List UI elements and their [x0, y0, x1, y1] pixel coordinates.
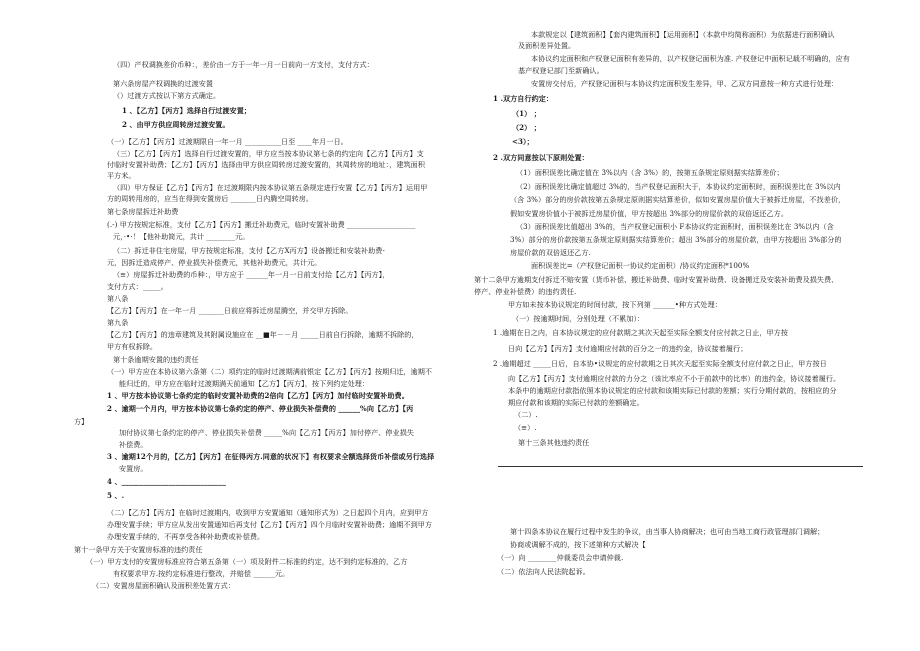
right-text-line: 假如安置房价值小于被拆迁房屋价值，甲方按超出 3%部分的房屋价款的双倍返还乙方。	[510, 209, 788, 218]
left-text-line: 付临时安置补助费；【乙方】【丙方】选择由甲方供应周转房过渡安置的，其周转房的地址：，建筑面积	[107, 160, 425, 169]
right-text-line: （1）面积误差比确定值在 3%以内（含 3%）的，按第五条规定原则据实结算差价；	[516, 168, 784, 177]
left-text-line: 【乙方】【丙方】在一年一月 _______日前应将拆迁房屋腾空，并交甲方拆除。	[107, 306, 353, 315]
left-text-line: （四）产权调换差价币种：，差价由一方于一年一月一日前向一方支付，支付方式：	[113, 60, 374, 69]
right-text-line: 甲方如未按本协议规定的时间付款，按下列第 ______•种方式处理：	[508, 300, 722, 309]
left-text-line: 2 、由甲方供应周转房过渡安置。	[122, 120, 230, 129]
right-text-line: 3%）部分的房价款按第五条规定原则据实结算差价；超出 3%部分的房屋价款，由甲方按超出 3%部分的	[510, 235, 842, 244]
right-text-line: 1 .双方自行约定：	[493, 94, 554, 103]
left-text-line: 3 、逾期12个月的，【乙方】【丙方】在征得丙方.同意的状况下】有权要求全额选择货币补偿或另行选择	[107, 452, 435, 461]
left-text-line: 第十一条甲方关于安置房标准的违约责任	[74, 545, 203, 554]
left-text-line: 1 、【乙方】【丙方】选择自行过渡安置；	[122, 106, 251, 115]
right-text-line: 及面积差异处置。	[518, 41, 576, 50]
right-text-line: 第十二条甲方逾期支付拆迁不赔安置（货币补偿、搬迁补助费、临时安置补助费、设备搬迁及安装补助费及损失费、	[474, 275, 839, 284]
right-text-line: （一）按逾期时间，分别处理（不累加）：	[512, 314, 645, 323]
right-text-line: 基产权登记部门至新确认。	[518, 66, 604, 75]
right-text-line: 1 .逾期在日之内，自本协议规定的应付款期之其次天起至实际全额支付应付款之日止，甲方按	[493, 328, 788, 337]
right-text-line: （1） ；	[512, 109, 541, 118]
left-text-line: 4 、_____________________________	[107, 477, 226, 486]
section-divider	[498, 466, 863, 467]
left-text-line: 安置房。	[119, 464, 148, 473]
left-text-line: 1 、甲方按本协议第七条约定的临时安置补助费的2倍向【乙方】【丙方】加付临时安置补助费。	[107, 391, 409, 400]
right-text-line: 第十四条本协议在履行过程中发生的争议，由当事人协商解决；也可由当地工商行政管理部门调解；	[510, 527, 825, 536]
left-text-line: （）过渡方式按以下第方式确定。	[113, 91, 221, 100]
left-text-line: 第六条房屋产权调换的过渡安置	[113, 79, 214, 88]
left-text-line: 有权要求甲方.按约定标准进行整改，并赔偿 ______元。	[113, 569, 290, 578]
left-text-line: 方】	[74, 417, 89, 426]
left-text-line: （≡）房屋拆迁补助费的币种：，甲方应于 ______年一月一日前支付给【乙方】【丙方】，	[113, 270, 390, 279]
right-text-line: （二）依法向人民法院起诉。	[497, 567, 590, 576]
left-text-line: 【乙方】【丙方】的违章建筑及其附属设施应在 __■年－－月 _____日前自行拆除，逾期不拆除的，	[107, 330, 419, 339]
right-text-line: （含 3%）部分的房价款按第五条规定原则据实结算差价，似如安置房屋价值大于被拆迁房屋，不找差价，	[510, 195, 846, 204]
left-text-line: （四）甲方保证【乙方】【丙方】在过渡期限内按本协议第五条规定进行安置【乙方】【丙方】运用甲	[113, 183, 428, 192]
right-text-line: （2） ；	[512, 123, 541, 132]
left-text-line: （一）甲方应在本协议第六条第（二）项约定的临时过渡期满前银定【乙方】【丙方】按期归迁，逾期不	[107, 367, 433, 376]
right-text-line: 第十三条其他违约责任	[518, 438, 590, 447]
left-text-line: （三）【乙方】【丙方】选择自行过渡安置的，甲方应当按本协议第七条的约定向【乙方】【丙方】支	[113, 149, 424, 158]
right-text-line: 面积误差比=（产权登记面积一协议约定面积）/协议约定面积*100%	[531, 261, 750, 270]
right-text-line: （≡）.	[514, 423, 537, 432]
left-text-line: 支付方式：_____。	[107, 282, 168, 291]
right-text-line: 日向【乙方】【丙方】支付逾期应付款的百分之一的违约金，协议接着履行；	[508, 344, 748, 353]
left-text-line: 平方米。	[107, 171, 136, 180]
left-text-line: 第八条	[107, 294, 129, 303]
left-text-line: （一）甲方支付的安置房标准应符合第五条第（一）项及附件二标准的约定，达不到约定标准的，乙方	[86, 557, 408, 566]
right-text-line: 向【乙方】【丙方】支付逾期应付款的力分之（该比率应不小于前款中的比率）的违约金，协议接着履行。	[508, 374, 841, 383]
left-text-line: 元，·•·！【他补助简元，共计 ________元。	[113, 232, 250, 241]
left-text-line: 2 、逾期一个月内，甲方按本协议第七条约定的停产、停业损失补偿费的 ______%向【乙方】【丙	[107, 404, 414, 413]
right-text-line: 2 .双方同意按以下原则处置：	[493, 153, 589, 162]
right-text-line: （一）向 ________仲裁委员会申请仲裁.	[497, 553, 624, 562]
left-text-line: （二）安置房屋面积确认及面积差处置方式：	[92, 581, 235, 590]
right-text-line: 本条中的逾期应付款指依照本协议规定的应付款和该期实际已付款的差额；实行分期付款的，按相应的分	[508, 386, 837, 395]
right-text-line: <3）；	[512, 137, 534, 146]
right-text-line: 房屋价款的双倍返还乙方.	[510, 248, 591, 257]
left-text-line: 办理安置手续；甲方应从发出安置通知后再支付【乙方】【丙方】四个月临时安置补助费；逾期不到甲方	[107, 520, 433, 529]
left-text-line: 补偿费。	[119, 440, 148, 449]
right-text-line: 2 .逾期超过 _____日后，自本协•议规定的应付款期之日其次天起至实际全额支付应付款之日止，甲方按日	[493, 359, 827, 368]
left-text-line: 办理安置手续的，不再享受各种补助费或补偿费。	[107, 532, 265, 541]
right-text-line: 安置房交付后，产权登记面积与本协议约定面积发生差异，甲、乙双方同意按一种方式进行处理：	[531, 79, 839, 88]
left-text-line: 加付协议第七条约定的停产、停业损失补偿费 _____%向【乙方】【丙方】加付停产、停业损失	[119, 428, 414, 437]
right-column	[470, 0, 920, 651]
left-text-line: 方的周转用房的，应当在得到安置房后 _______日内腾空周转房。	[107, 194, 314, 203]
left-text-line: 第七条房屋拆迁补助费	[107, 207, 179, 216]
right-text-line: 协商或调解不成的，按下述第种方式解决【	[510, 540, 646, 549]
right-text-line: 本款规定以【建筑面积】【套内建筑面积】【运用面积】（本款中均简称面积）为依据进行面积确认	[531, 30, 835, 39]
left-text-line: 5 、.	[107, 491, 125, 500]
left-text-line: 第十条逾期安置的违约责任	[113, 355, 199, 364]
right-text-line: （2）面积误差比确定值超过 3%的，当产权登记面积大于，本协议约定面积时，面积误差比在 3%以内	[516, 182, 841, 191]
right-text-line: 停产、停业补偿费）的违约责任.	[474, 287, 577, 296]
right-text-line: 本协议约定面积和产权登记面积有差异的，以产权登记面积为准. 产权登记中面积记载不明确的，应有	[531, 54, 850, 63]
right-text-line: （3）面积误差比值超出 3%的，当产权登记面积小 F本协议约定面积时，面积误差比在 3%以内（含	[516, 222, 834, 231]
left-text-line: （一）【乙方】【丙方】过渡期限自一年一月 __________日至 ____年月一日。	[107, 137, 348, 146]
left-text-line: 元，因拆迁造成停产、停业损失补偿费元，其他补助费元，共计元。	[107, 258, 322, 267]
left-text-line: 甲方有权拆除。	[107, 342, 158, 351]
left-text-line: (.-) 甲方按规定标准，支付【乙方】【丙方】搬迁补助费元，临时安置补助费 ___________________	[107, 220, 416, 229]
right-text-line: （二）.	[514, 410, 538, 419]
left-text-line: 第九条	[107, 318, 129, 327]
left-text-line: 能归迁的，甲方应在临时过渡期满天前通知【乙方】【丙方】，按下列约定处理：	[119, 379, 370, 388]
right-text-line: 期应付款和该期的实际已付款的差额确定。	[508, 398, 644, 407]
left-text-line: （二）拆迁非住宅房屋，甲方按规定标准，支付【乙方X丙方】设备搬迁和安装补助费-	[113, 246, 385, 255]
left-text-line: （二）【乙方】【丙方】在临时过渡期内，收到甲方安置通知（通知形式为）之日起四个月内，应到甲方	[107, 508, 429, 517]
